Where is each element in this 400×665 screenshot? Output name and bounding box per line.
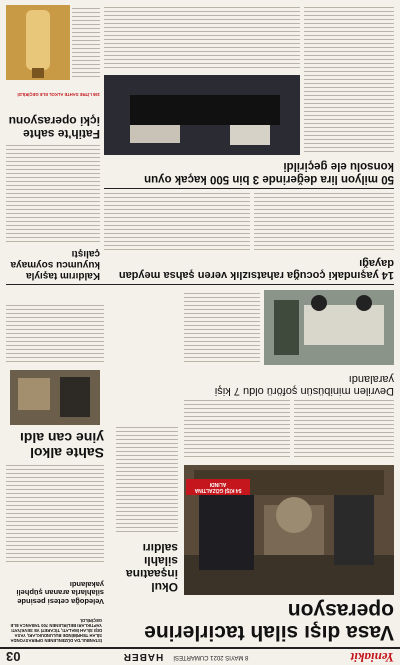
console-photo [104,75,300,155]
story-minibus-headline: Devrilen minibüsün şoförü oldu 7 kişi yaralandı [214,373,394,397]
page-number: 03 [6,649,21,665]
main-headline: Vasa dışı silah tacirlerine operasyon [144,599,394,644]
console-body-2 [104,5,300,71]
sidebar-top-body [6,465,104,565]
masthead [0,647,400,665]
alcohol-body [72,5,100,80]
minibus-photo [264,290,394,365]
alcohol-photo [6,5,70,80]
story-smuggling-headline: Sahte alkol yine can aldı [19,430,104,461]
sidebar-photo [10,370,100,425]
story-robbery-headline: Kaldırım taşıyla kuyumcu soymaya çalıştı [10,248,100,281]
section-name: HABER [122,651,164,663]
abuse-body-1 [254,193,394,253]
main-kicker: İSTANBUL'DA DÜZENLENEN OPERASYONDA SİLAH TEHRİBİNDE BULUNDUKLARI, YASA DIŞI SİLAH İMALATI, TİCARETİ VE SEVKİYATI YAPTIKLARI BELİRLENEN 700 TABANCA ELE GEÇİRİLDİ. [10,618,102,643]
story-stabbing-body [116,425,178,535]
sidebar-smuggling-body [6,305,104,365]
sidebar-top-headline: Veledoğa cetesi pesinde silahlarla aranan şüpheli yakalandı [16,580,104,606]
minibus-body [184,290,260,365]
story-stabbing-headline: Okul inşaatına silahlı saldırı [125,541,178,594]
divider [6,284,394,285]
story-abuse-headline: 14 yaşındaki çocuğa rahatsızlık veren şahsa meydan dayağı [118,257,394,281]
story-fake-alcohol-headline: Fatih'te sahte içki operasyonu [8,114,100,141]
console-body-1 [304,5,394,155]
newspaper-logo: Yeniakit [350,650,394,665]
body-column-1 [294,400,394,460]
robbery-body [6,145,100,245]
story-console-headline: 50 milyon lira değerinde 3 bin 500 kaçak oyun konsolu ele geçirildi [144,160,394,185]
story-fake-alcohol-kicker: 155 LİTRE SAHTE ALKOL ELE GEÇİRİLDİ [17,92,100,97]
body-column-2 [184,400,290,460]
issue-date: 8 MAYIS 2021 CUMARTESİ [173,654,249,660]
photo-label: 54 KİŞİ GÖZALTINA ALINDI [186,479,250,495]
divider [104,188,394,189]
abuse-body-2 [104,193,250,253]
